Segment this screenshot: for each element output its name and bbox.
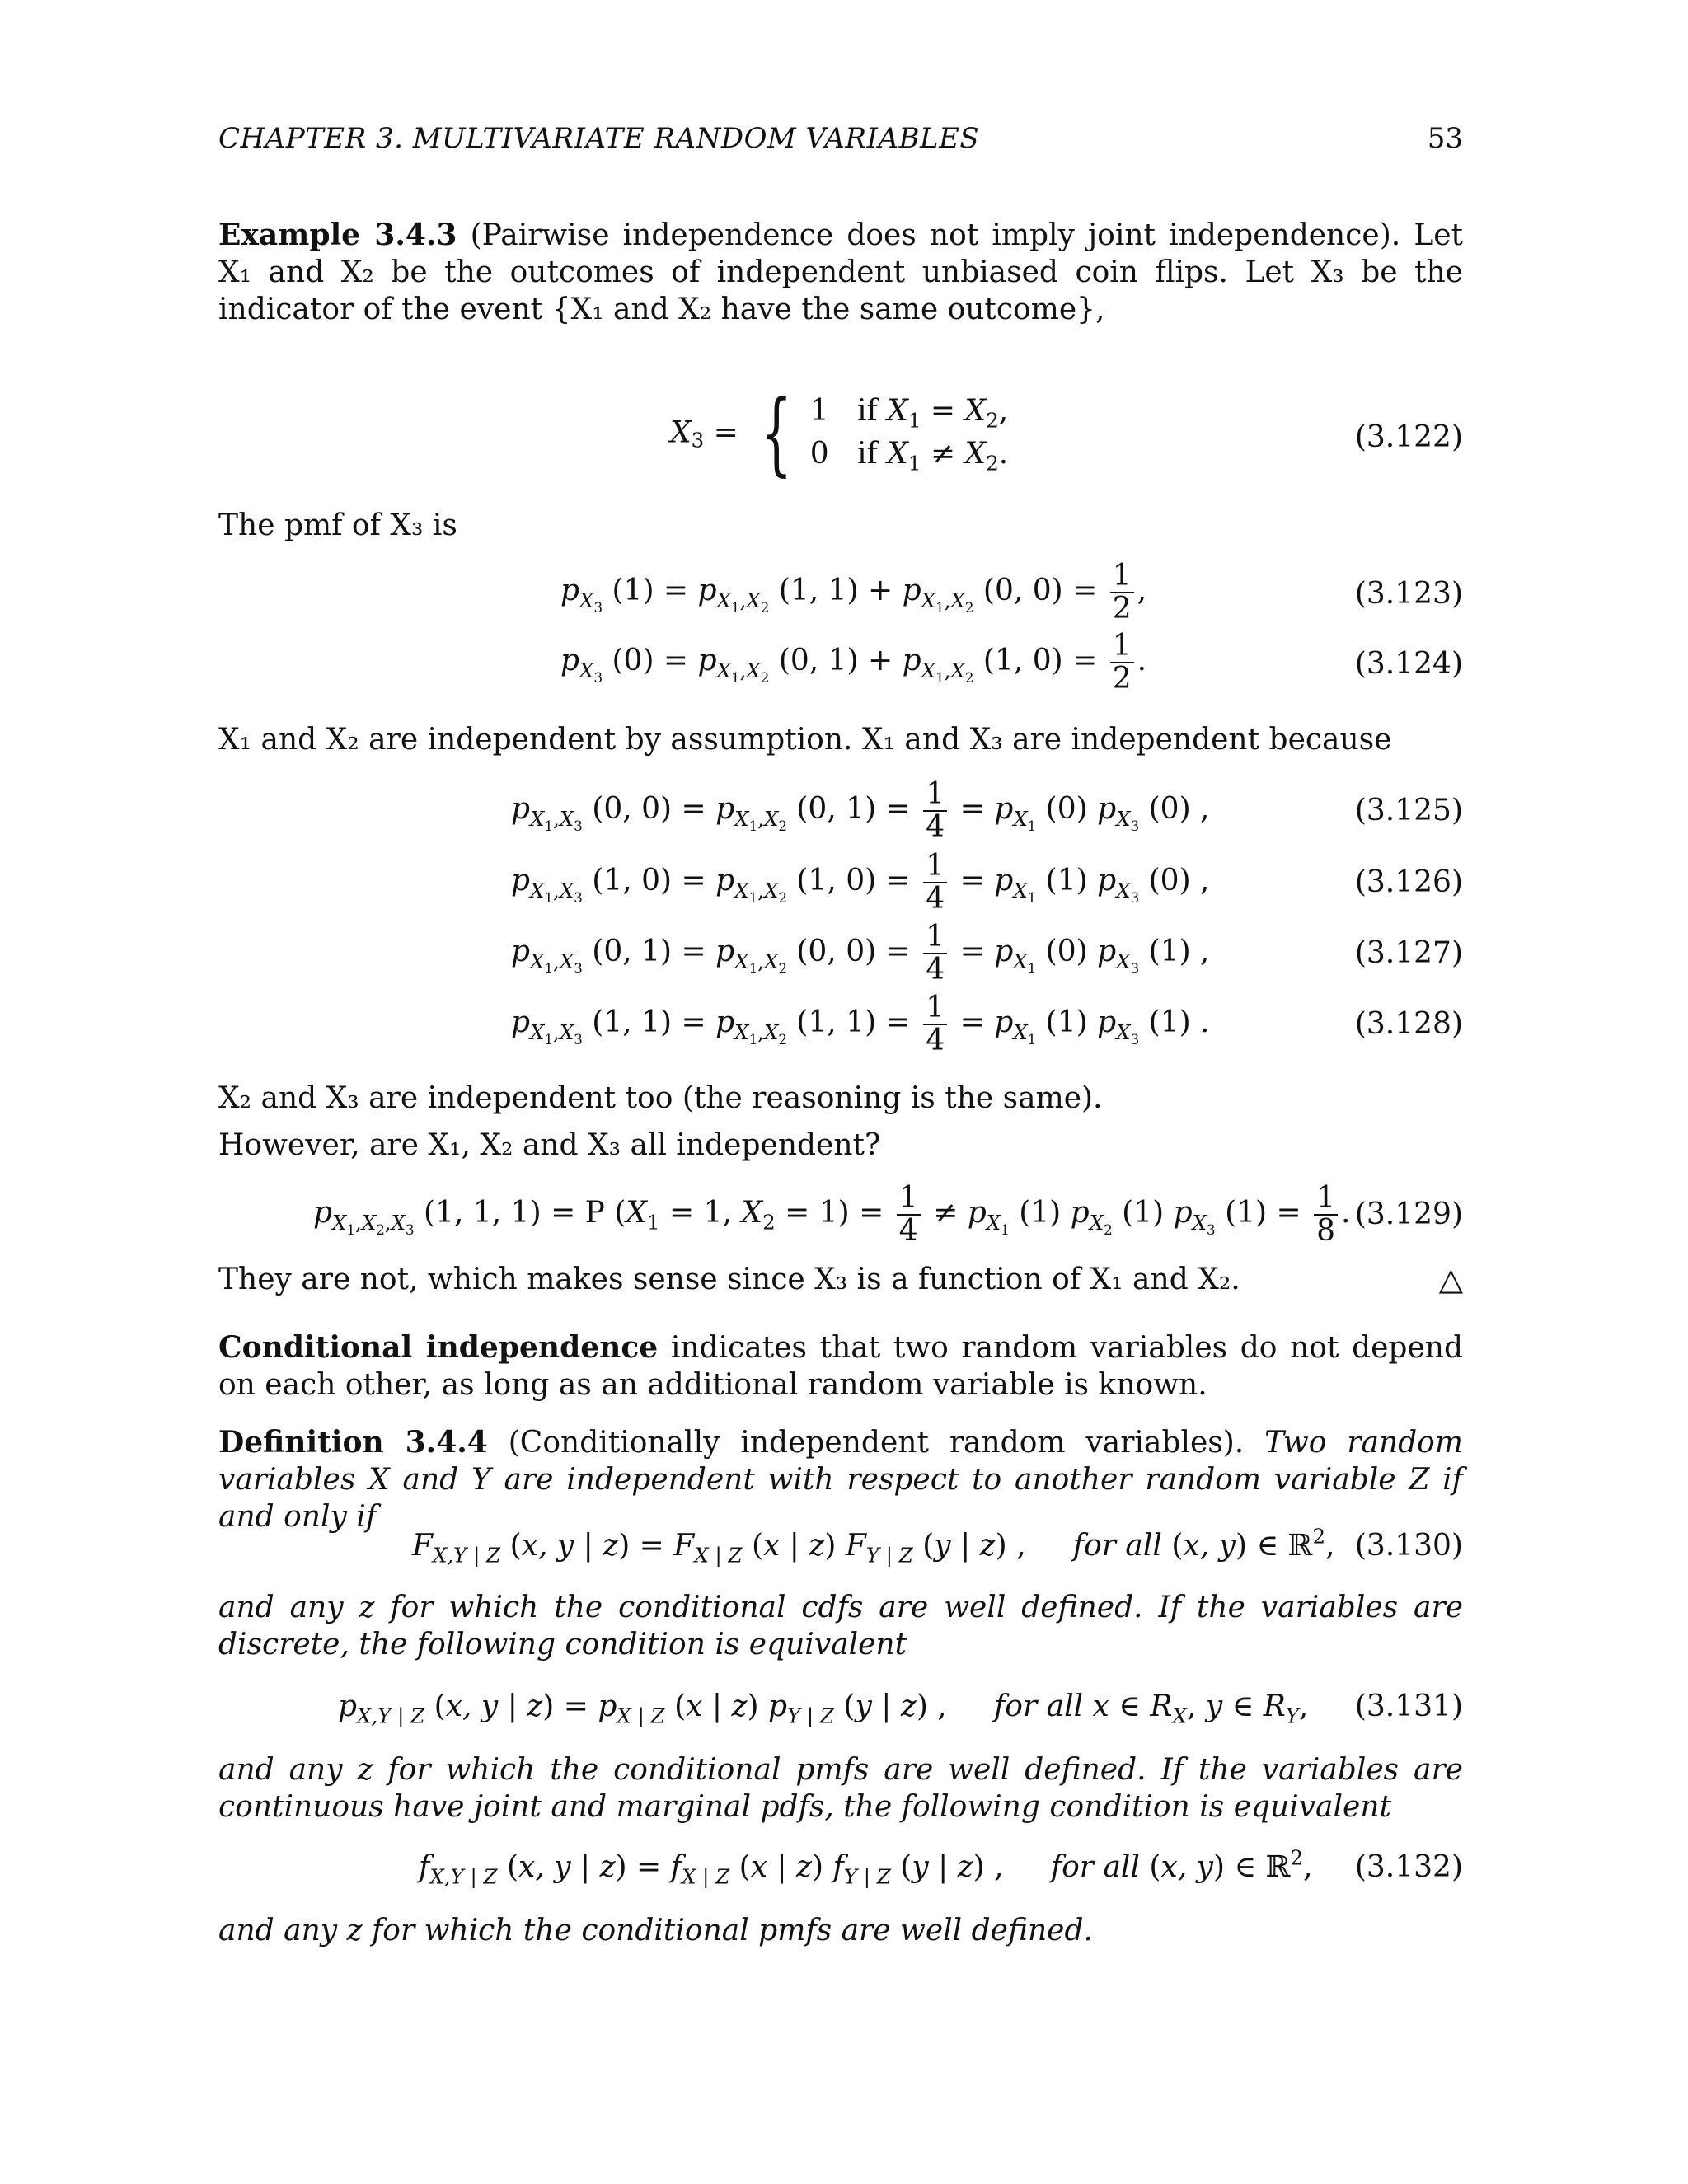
- definition-statement: Two random variables X and Y are independent with respect to another random variable Z if and only if: [218, 1426, 1463, 1534]
- equation-number: (3.129): [1354, 1197, 1463, 1231]
- equation-number: (3.128): [1354, 1007, 1463, 1041]
- definition-after-pmf: and any z for which the conditional pmfs are well defined. If the variables are continuous have joint and marginal pdfs, the following condition is equivalent: [218, 1753, 1463, 1824]
- chapter-title: CHAPTER 3. MULTIVARIATE RANDOM VARIABLES: [218, 122, 980, 155]
- equation-number: (3.126): [1354, 865, 1463, 899]
- equation-number: (3.125): [1354, 794, 1463, 827]
- equation-number: (3.130): [1354, 1529, 1463, 1563]
- independence-23: X₂ and X₃ are independent too (the reasoning is the same).: [218, 1081, 1103, 1115]
- equation-body: $X_3$ = { 1 if $X_1 = X_2$, 0 if $X_1 \ne X_2$.: [670, 380, 1009, 485]
- equation-3-130: [218, 1524, 1463, 1578]
- example-text: Let X₁ and X₂ be the outcomes of independent unbiased coin flips. Let X₃ be the indicator of the event {X₁ and X₂ have the same outcome},: [218, 218, 1463, 326]
- equation-body: $p_{X_3}$ $(1) = p_{X_1,X_2}$ (1, $1) + p_{X_1,X_2}$ (0, 0) = $\frac{1}{2}$ ,: [560, 559, 1147, 626]
- equation-body: $p_{X_1,X_2,X_3}$ (1, 1, 1) = P ($X_1 = 1$, $X_2 = 1$) = $\frac{1}{4}$ ≠ $p_{X_1}$ (1) $p_{X_2}$ (1) $p_{X_3}$ (1) = $\frac{1}{8}$ .: [313, 1181, 1351, 1248]
- independence-paragraph: X₁ and X₂ are independent by assumption. X₁ and X₃ are independent because: [218, 723, 1392, 757]
- question-paragraph: However, are X₁, X₂ and X₃ all independent?: [218, 1128, 881, 1162]
- equation-3-122: [218, 380, 1463, 486]
- equation-3-127: [218, 921, 1463, 987]
- conditional-text: indicates that two random variables do not depend on each other, as long as an additional random variable is known.: [218, 1331, 1464, 1402]
- definition-after-pdf: and any z for which the conditional pmfs are well defined.: [218, 1914, 1093, 1947]
- equation-body: $p_{X_1,X_3}$ (1, $0) = p_{X_1,X_2}$ (1, 0) = $\frac{1}{4}$ = $p_{X_1}$ (1) $p_{X_3}$ (0) ,: [511, 849, 1210, 916]
- equation-number: (3.127): [1354, 936, 1463, 970]
- definition-title: (Conditionally independent random variables).: [508, 1426, 1245, 1460]
- conditional-paragraph: [218, 1329, 1463, 1404]
- equation-body: $p_{X_1,X_3}$ (0, $1) = p_{X_1,X_2}$ (0, 0) = $\frac{1}{4}$ = $p_{X_1}$ (0) $p_{X_3}$ (1) ,: [511, 920, 1210, 987]
- equation-number: (3.123): [1354, 577, 1463, 611]
- definition-paragraph: [218, 1424, 1463, 1535]
- running-header: [218, 122, 1463, 155]
- equation-3-123: [218, 560, 1463, 626]
- pmf-intro: The pmf of X₃ is: [218, 509, 457, 542]
- equation-number: (3.132): [1354, 1850, 1463, 1884]
- equation-3-131: [218, 1690, 1463, 1739]
- page: [218, 0, 1463, 2184]
- example-label: Example 3.4.3: [218, 218, 457, 252]
- example-paragraph: [218, 217, 1463, 328]
- equation-3-125: [218, 779, 1463, 845]
- equation-number: (3.124): [1354, 647, 1463, 681]
- end-of-example-mark: △: [1438, 1261, 1463, 1297]
- conditional-term: Conditional independence: [218, 1330, 659, 1365]
- equation-body: $f_{X,Y | Z}$ (x, y | $z) = f_{X | Z}$ (x | z) $f_{Y | Z}$ (y | z) , for all (x, y) ∈ ℝ$^2$,: [419, 1845, 1313, 1889]
- definition-label: Definition 3.4.4: [218, 1425, 488, 1460]
- equation-body: $p_{X_1,X_3}$ (0, $0) = p_{X_1,X_2}$ (0, 1) = $\frac{1}{4}$ = $p_{X_1}$ (0) $p_{X_3}$ (0) ,: [511, 777, 1210, 844]
- equation-3-124: [218, 630, 1463, 696]
- equation-number: (3.131): [1354, 1690, 1463, 1723]
- conclusion-text: They are not, which makes sense since X₃ is a function of X₁ and X₂.: [218, 1263, 1240, 1296]
- equation-body: $F_{X,Y | Z}$ (x, y | $z) = F_{X | Z}$ (x | z) $F_{Y | Z}$ (y | z) , for all (x, y) ∈ ℝ$^2$,: [412, 1524, 1335, 1568]
- definition-after-cdf: and any z for which the conditional cdfs are well defined. If the variables are discrete, the following condition is equivalent: [218, 1591, 1463, 1661]
- equation-body: $p_{X,Y | Z}$ (x, y | $z) = p_{X | Z}$ (x | z) $p_{Y | Z}$ (y | z) , for all x ∈ $R_X$, y ∈ $R_Y$,: [338, 1690, 1309, 1728]
- equation-number: (3.122): [1354, 420, 1463, 454]
- equation-3-132: [218, 1845, 1463, 1900]
- equation-3-128: [218, 992, 1463, 1058]
- equation-3-126: [218, 851, 1463, 916]
- equation-3-129: [218, 1183, 1463, 1249]
- equation-body: $p_{X_1,X_3}$ (1, $1) = p_{X_1,X_2}$ (1, 1) = $\frac{1}{4}$ = $p_{X_1}$ (1) $p_{X_3}$ (1) .: [511, 991, 1210, 1057]
- equation-body: $p_{X_3}$ $(0) = p_{X_1,X_2}$ (0, $1) + p_{X_1,X_2}$ (1, 0) = $\frac{1}{2}$ .: [560, 629, 1147, 696]
- conclusion-line: [218, 1261, 1463, 1302]
- example-title: (Pairwise independence does not imply joint independence).: [470, 218, 1401, 252]
- page-number: 53: [1427, 122, 1463, 155]
